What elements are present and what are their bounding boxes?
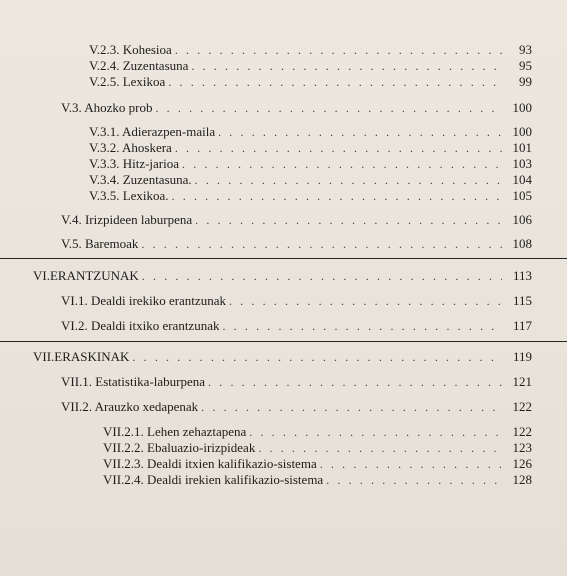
dot-leader [182,156,502,172]
toc-entry-label: V.5. Baremoak [61,236,139,251]
dot-leader [168,74,502,90]
toc-entry [103,440,532,456]
section-divider [0,341,567,342]
toc-entry [89,172,532,188]
toc-entry-page: 99 [519,74,532,89]
toc-entry-page: 123 [512,440,532,455]
toc-entry [89,74,532,90]
dot-leader [172,188,502,204]
chapter-number: VII. [33,349,55,364]
toc-entry-label: V.3.3. Hitz-jarioa [89,156,180,171]
dot-leader [229,293,502,309]
dot-leader [249,424,502,440]
toc-entry-page: 113 [512,268,532,283]
dot-leader [320,456,502,472]
section-divider [0,258,567,259]
toc-chapter [33,349,532,365]
toc-entry [89,140,532,156]
toc-entry [89,156,532,172]
toc-entry [89,58,532,74]
toc-entry [61,212,532,228]
toc-entry [103,456,532,472]
toc-entry-page: 106 [512,212,532,227]
toc-entry [61,236,532,252]
dot-leader [201,399,502,415]
dot-leader [222,318,502,334]
toc-entry-page: 100 [512,100,532,115]
dot-leader [191,58,502,74]
toc-entry-page: 115 [512,293,532,308]
dot-leader [326,472,502,488]
toc-entry-label: ERASKINAK [54,349,130,364]
toc-entry-label: VI.1. Dealdi irekiko erantzunak [61,293,226,308]
dot-leader [208,374,502,390]
toc-entry-label: V.3.4. Zuzentasuna. [89,172,192,187]
toc-entry-label: VII.2.1. Lehen zehaztapena [103,424,247,439]
toc-entry-page: 117 [512,318,532,333]
toc-entry-label: VII.2.2. Ebaluazio-irizpideak [103,440,256,455]
dot-leader [132,349,502,365]
toc-entry-label: VII.2.4. Dealdi irekien kalifikazio-sistema [103,472,324,487]
toc-entry-label: V.2.4. Zuzentasuna [89,58,189,73]
toc-entry-page: 95 [519,58,532,73]
toc-entry-page: 122 [512,424,532,439]
toc-entry [61,374,532,390]
dot-leader [175,140,502,156]
toc-entry-page: 93 [519,42,532,57]
toc-entry [61,399,532,415]
dot-leader [195,212,502,228]
toc-entry-label: VII.2.3. Dealdi itxien kalifikazio-sistema [103,456,317,471]
toc-entry-page: 122 [512,399,532,414]
dot-leader [218,124,502,140]
toc-entry-label: V.2.5. Lexikoa [89,74,166,89]
toc-entry-page: 119 [512,349,532,364]
toc-entry-page: 100 [512,124,532,139]
toc-entry-label: V.3.1. Adierazpen-maila [89,124,216,139]
dot-leader [142,268,502,284]
toc-entry-label: V.3.2. Ahoskera [89,140,172,155]
chapter-number: VI. [33,268,50,283]
toc-entry [89,124,532,140]
toc-entry [61,293,532,309]
toc-entry [61,100,532,116]
toc-entry-page: 126 [512,456,532,471]
toc-entry-label: V.3.5. Lexikoa. [89,188,169,203]
dot-leader [258,440,502,456]
toc-entry-label: V.3. Ahozko prob [61,100,153,115]
toc-entry-page: 105 [512,188,532,203]
toc-entry-page: 121 [512,374,532,389]
dot-leader [155,100,502,116]
toc-chapter [33,268,532,284]
toc-entry-label: VI.2. Dealdi itxiko erantzunak [61,318,220,333]
toc-entry-label: VII.1. Estatistika-laburpena [61,374,206,389]
toc-entry [89,188,532,204]
toc-entry [103,472,532,488]
toc-entry-page: 103 [512,156,532,171]
toc-entry [61,318,532,334]
toc-entry-label: V.4. Irizpideen laburpena [61,212,193,227]
toc-entry-page: 101 [512,140,532,155]
dot-leader [141,236,502,252]
toc-entry [103,424,532,440]
toc-entry-page: 108 [512,236,532,251]
toc-entry-page: 104 [512,172,532,187]
toc-entry [89,42,532,58]
toc-entry-page: 128 [512,472,532,487]
toc-entry-label: V.2.3. Kohesioa [89,42,172,57]
dot-leader [195,172,502,188]
dot-leader [175,42,502,58]
toc-entry-label: ERANTZUNAK [49,268,139,283]
toc-entry-label: VII.2. Arauzko xedapenak [61,399,199,414]
